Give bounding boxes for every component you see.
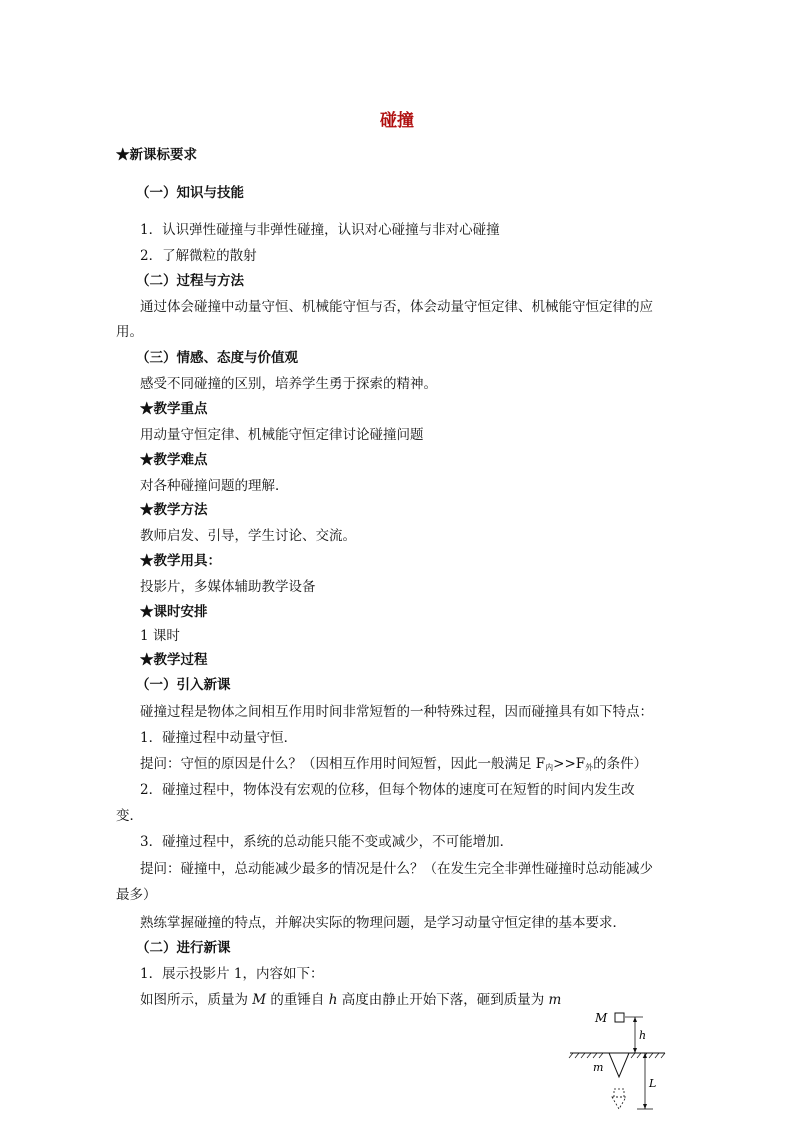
heading-method: ★教学方法 (140, 502, 208, 518)
paragraph: 用动量守恒定律、机械能守恒定律讨论碰撞问题 (140, 427, 424, 443)
paragraph: 提问：碰撞中，总动能减少最多的情况是什么？（在发生完全非弹性碰撞时总动能减少 (140, 861, 653, 877)
heading-knowledge: （一）知识与技能 (136, 185, 244, 201)
label-L: L (649, 1077, 657, 1090)
arrow-head (643, 1104, 647, 1109)
variable-M: M (252, 992, 267, 1008)
subscript: 外 (585, 763, 594, 772)
paragraph (140, 991, 561, 1009)
heading-process: （二）过程与方法 (136, 273, 244, 289)
heading-schedule: ★课时安排 (140, 604, 208, 620)
paragraph: 变． (116, 808, 143, 824)
page-title: 碰撞 (380, 111, 414, 131)
paragraph (140, 755, 647, 777)
pile-wedge (609, 1053, 629, 1077)
paragraph: 用。 (116, 324, 143, 340)
heading-difficulty: ★教学难点 (140, 452, 208, 468)
paragraph: 通过体会碰撞中动量守恒、机械能守恒与否，体会动量守恒定律、机械能守恒定律的应 (140, 299, 653, 315)
text-run: 高度由静止开始下落，砸到质量为 (337, 992, 549, 1008)
pile-driver-figure (565, 1005, 675, 1115)
variable-m: m (548, 992, 562, 1008)
paragraph: 最多） (116, 887, 157, 903)
paragraph: 1．展示投影片 1，内容如下： (140, 966, 324, 982)
heading-focus: ★教学重点 (140, 401, 208, 417)
arrow-head (633, 1048, 637, 1053)
paragraph: 2．碰撞过程中，物体没有宏观的位移，但每个物体的速度可在短暂的时间内发生改 (140, 782, 635, 798)
heading-new-lesson: （二）进行新课 (136, 940, 231, 956)
paragraph: 3．碰撞过程中，系统的总动能只能不变或减少，不可能增加． (140, 834, 514, 850)
heading-emotion: （三）情感、态度与价值观 (136, 350, 298, 366)
paragraph: 感受不同碰撞的区别，培养学生勇于探索的精神。 (140, 376, 437, 392)
heading-intro: （一）引入新课 (136, 677, 231, 693)
label-m: m (593, 1061, 604, 1074)
paragraph: 教师启发、引导，学生讨论、交流。 (140, 528, 356, 544)
text-run: 如图所示，质量为 (140, 992, 253, 1008)
text-run: >>F (553, 756, 586, 772)
text-run: 的重锤自 (266, 992, 329, 1008)
paragraph: 碰撞过程是物体之间相互作用时间非常短暂的一种特殊过程，因而碰撞具有如下特点： (140, 704, 653, 720)
heading-tools: ★教学用具： (140, 553, 221, 569)
hammer-block (615, 1013, 624, 1022)
paragraph: 对各种碰撞问题的理解． (140, 478, 289, 494)
label-h: h (639, 1029, 647, 1042)
paragraph: 熟练掌握碰撞的特点，并解决实际的物理问题，是学习动量守恒定律的基本要求． (140, 915, 626, 931)
paragraph: 1 课时 (140, 628, 180, 644)
text-run: 的条件） (593, 756, 648, 772)
paragraph: 投影片，多媒体辅助教学设备 (140, 579, 316, 595)
label-M: M (595, 1011, 608, 1025)
paragraph: 1．碰撞过程中动量守恒． (140, 730, 298, 746)
text-run: 提问：守恒的原因是什么？（因相互作用时间短暂，因此一般满足 F (140, 756, 546, 772)
arrow-head (633, 1017, 637, 1022)
pile-final-position (612, 1089, 626, 1109)
variable-h: h (328, 992, 338, 1008)
heading-standards: ★新课标要求 (116, 147, 197, 163)
paragraph: 2．了解微粒的散射 (140, 248, 257, 264)
paragraph: 1．认识弹性碰撞与非弹性碰撞，认识对心碰撞与非对心碰撞 (140, 222, 500, 238)
heading-procedure: ★教学过程 (140, 652, 208, 668)
subscript: 内 (545, 763, 554, 772)
